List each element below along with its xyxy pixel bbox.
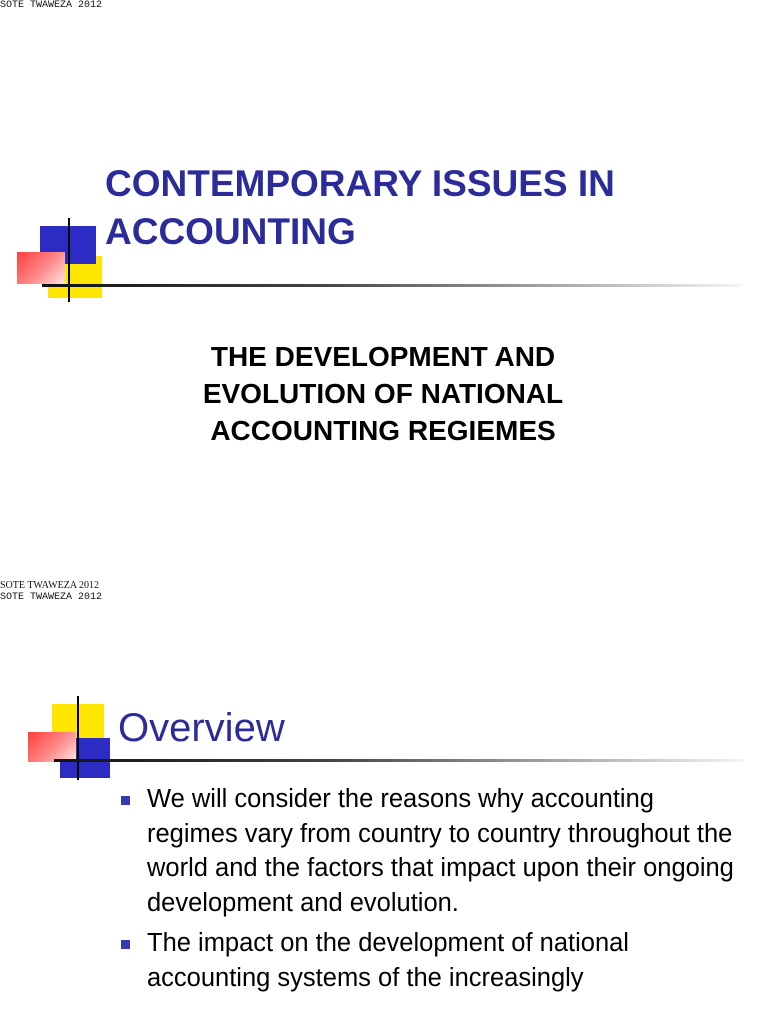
bullet-text: The impact on the development of national accounting systems of the increasingly	[147, 929, 629, 992]
separator-text-1: SOTE TWAWEZA 2012	[0, 580, 100, 591]
overview-bullet-list	[118, 782, 738, 1001]
slide1-title	[105, 160, 745, 256]
slide2-title: Overview	[118, 706, 285, 750]
list-item	[118, 926, 738, 995]
square-bullet-icon	[121, 796, 130, 805]
overview-underline	[54, 759, 744, 762]
title-underline	[42, 284, 742, 287]
separator-text-2: SOTE TWAWEZA 2012	[0, 592, 103, 603]
slide1-subtitle	[100, 338, 666, 449]
list-item	[118, 782, 738, 920]
header-watermark: SOTE TWAWEZA 2012	[0, 0, 103, 11]
deco-vertical-line	[68, 218, 70, 302]
slide1-subtitle-line3: ACCOUNTING REGIEMES	[210, 415, 556, 446]
deco-red-square	[17, 252, 65, 284]
slide1-title-line1: CONTEMPORARY ISSUES IN	[105, 163, 615, 204]
deco2-red-square	[28, 732, 76, 762]
slide1-subtitle-line1: THE DEVELOPMENT AND	[210, 341, 556, 372]
slide1-title-line2: ACCOUNTING	[105, 211, 356, 252]
deco2-vertical-line	[77, 696, 79, 780]
slide1-subtitle-line2: EVOLUTION OF NATIONAL	[202, 378, 564, 409]
square-bullet-icon	[121, 940, 130, 949]
bullet-text: We will consider the reasons why accounting regimes vary from country to country throughout the world and the factors that impact upon their ongoing development and evolution.	[147, 785, 734, 917]
